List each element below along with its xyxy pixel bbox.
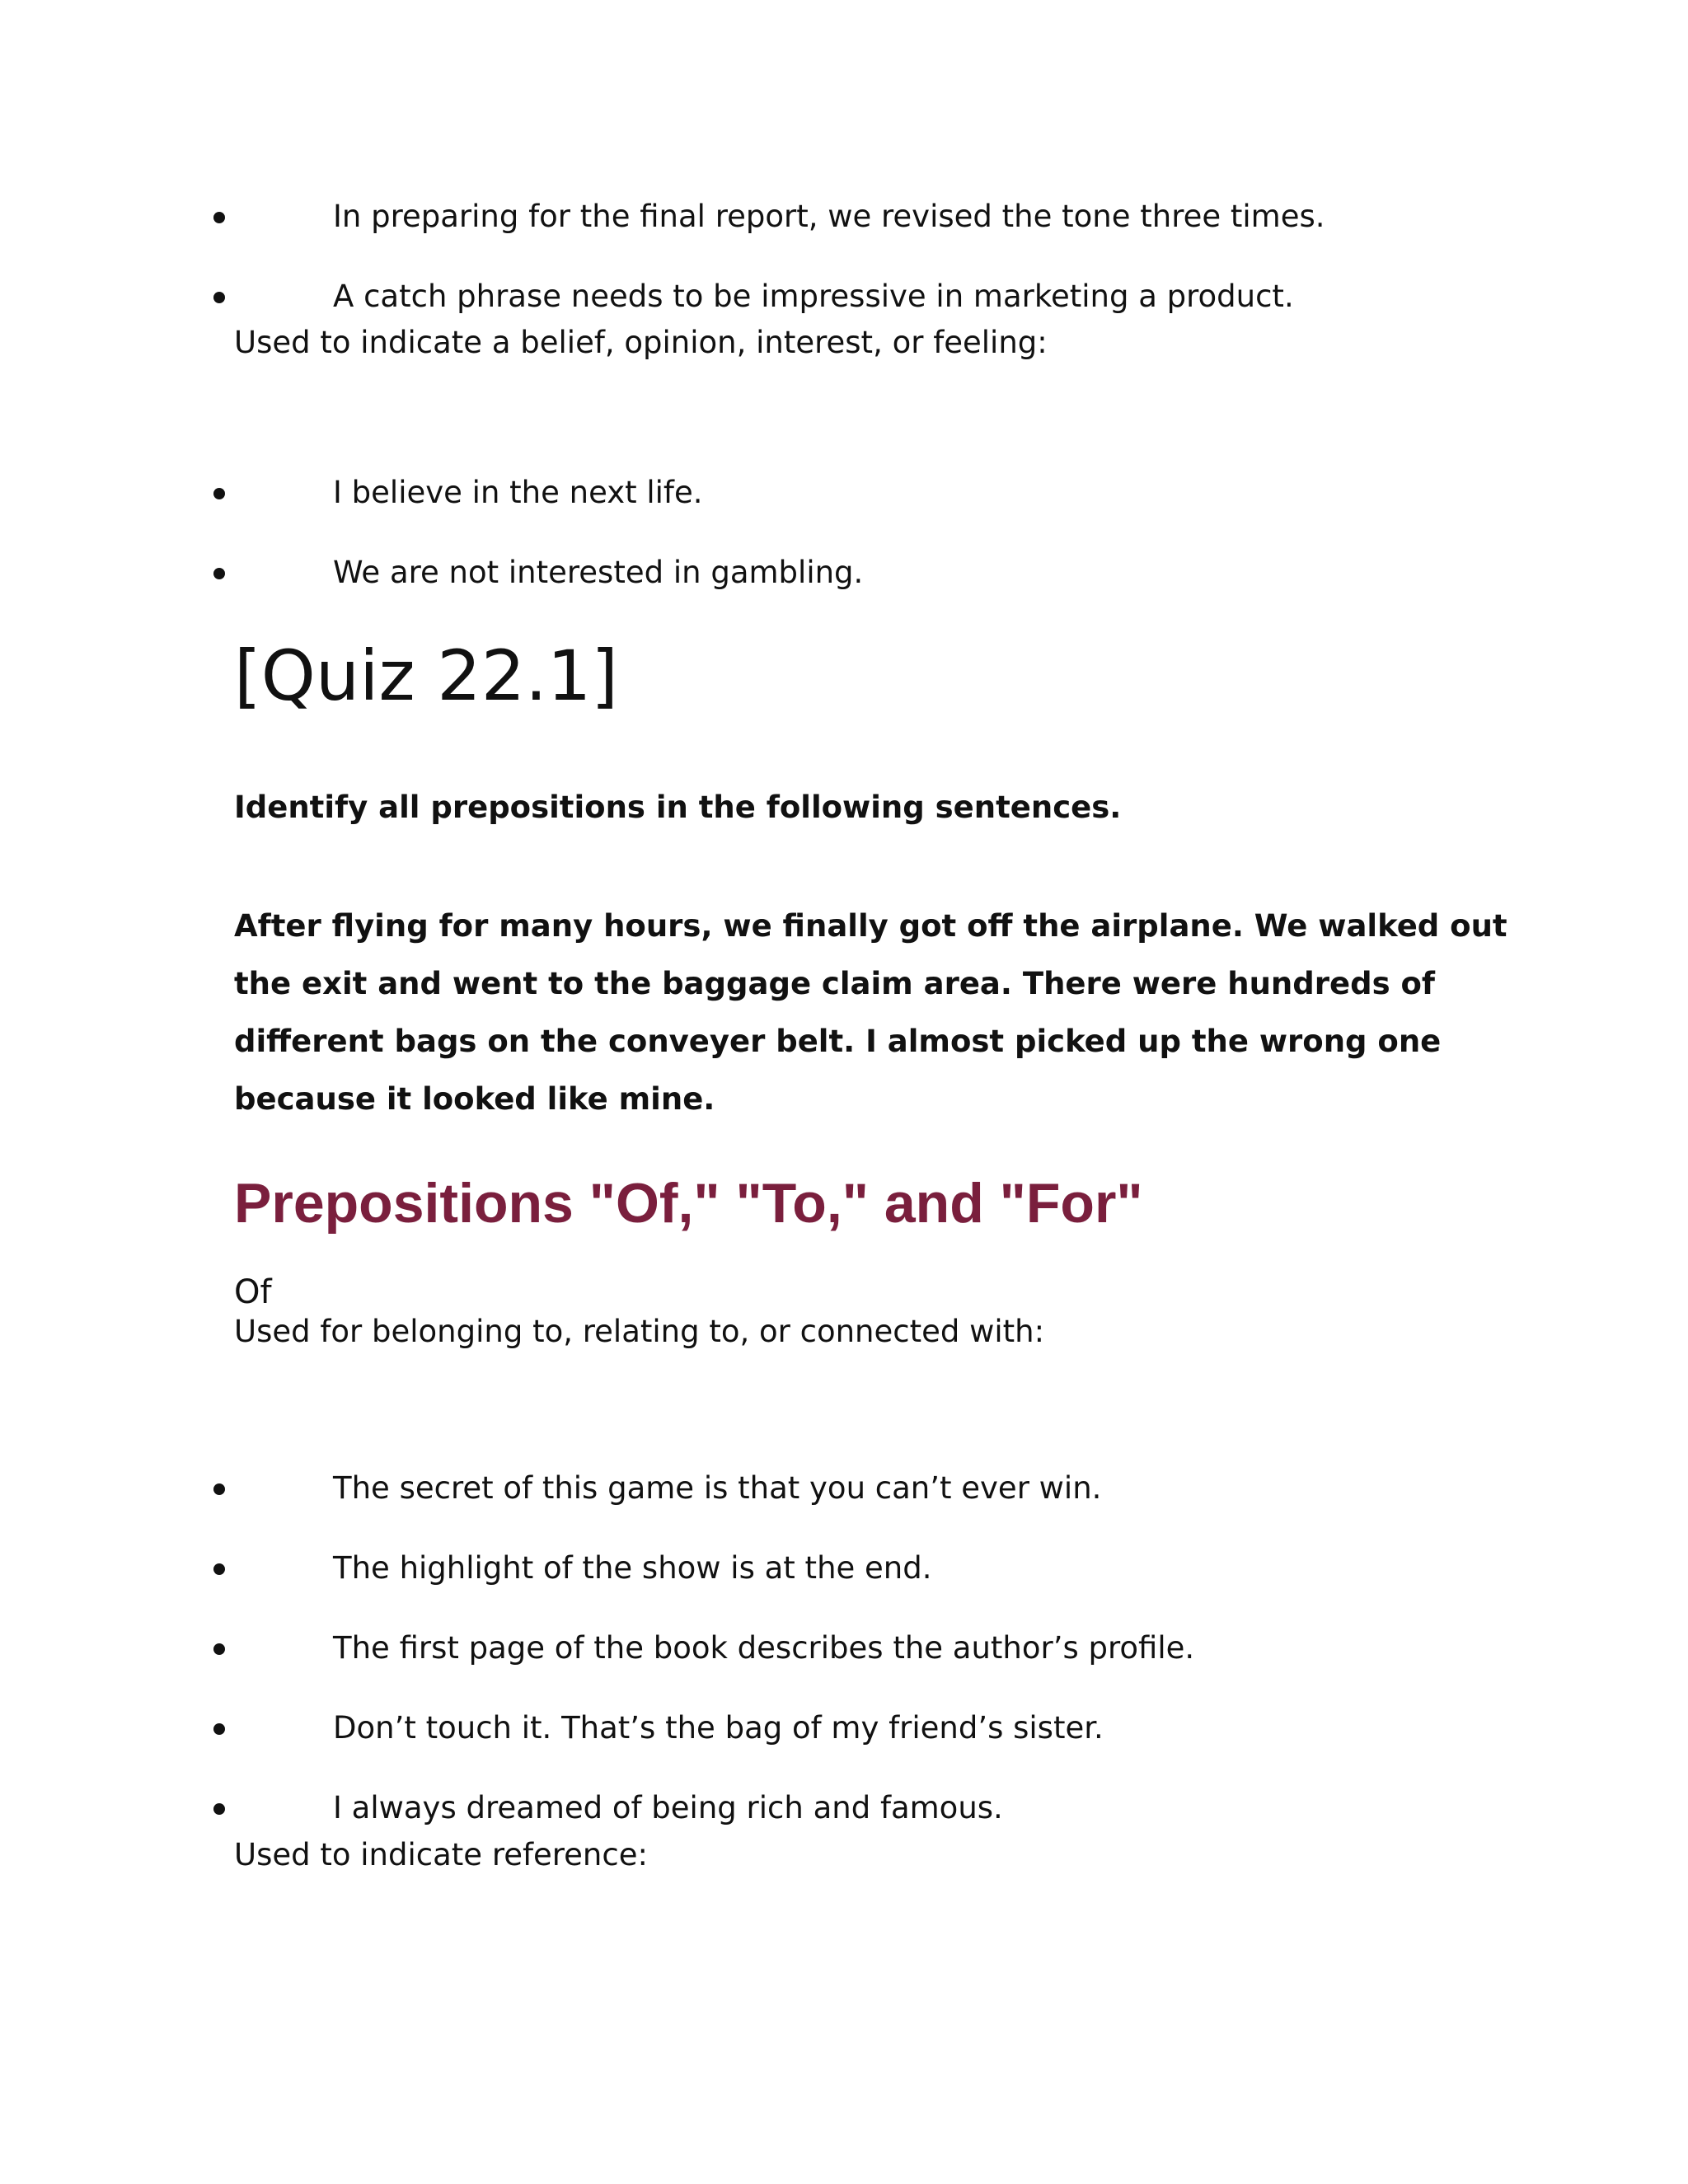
list-item (0, 1464, 1566, 1513)
list-item (0, 1783, 1566, 1833)
list-item (0, 1624, 1566, 1673)
quiz-paragraph (234, 898, 1507, 1128)
quiz-paragraph-line: because it looked like mine. (234, 1081, 715, 1117)
bullet-icon (213, 1483, 225, 1495)
list-item (0, 468, 1566, 518)
list-item-text: Don’t touch it. That’s the bag of my friend’s sister. (333, 1710, 1104, 1746)
quiz-paragraph-line: the exit and went to the baggage claim area. There were hundreds of (234, 966, 1435, 1001)
list-item-text: The first page of the book describes the author’s profile. (333, 1630, 1195, 1666)
bullet-icon (213, 1563, 225, 1575)
list-item (0, 272, 1566, 321)
list-item-text: A catch phrase needs to be impressive in marketing a product. (333, 279, 1294, 314)
reference-intro: Used to indicate reference: (234, 1837, 648, 1872)
list-item (0, 548, 1566, 598)
list-item (0, 1544, 1566, 1593)
list-item-text: The highlight of the show is at the end. (333, 1550, 932, 1586)
bullet-icon (213, 1643, 225, 1655)
section-heading: Prepositions "Of," "To," and "For" (234, 1172, 1143, 1235)
list-item-text: In preparing for the final report, we revised the tone three times. (333, 199, 1325, 234)
list-item (0, 192, 1566, 241)
bullet-icon (213, 568, 225, 579)
section-subheading: Of (234, 1273, 272, 1311)
list-item (0, 1704, 1566, 1753)
list-item-text: I believe in the next life. (333, 475, 703, 510)
bullet-icon (213, 292, 225, 303)
list-item-text: I always dreamed of being rich and famous. (333, 1790, 1003, 1825)
bullet-icon (213, 212, 225, 223)
section-intro: Used for belonging to, relating to, or connected with: (234, 1314, 1045, 1349)
bullet-icon (213, 488, 225, 499)
list-item-text: We are not interested in gambling. (333, 555, 864, 590)
quiz-paragraph-line: After flying for many hours, we finally got off the airplane. We walked out (234, 908, 1507, 944)
bullet-icon (213, 1803, 225, 1815)
bullet-icon (213, 1723, 225, 1735)
list-item-text: The secret of this game is that you can’t ever win. (333, 1470, 1102, 1506)
quiz-title: [Quiz 22.1] (234, 635, 619, 716)
quiz-instruction: Identify all prepositions in the following sentences. (234, 790, 1122, 825)
belief-intro: Used to indicate a belief, opinion, interest, or feeling: (234, 325, 1048, 360)
quiz-paragraph-line: different bags on the conveyer belt. I almost picked up the wrong one (234, 1024, 1442, 1059)
